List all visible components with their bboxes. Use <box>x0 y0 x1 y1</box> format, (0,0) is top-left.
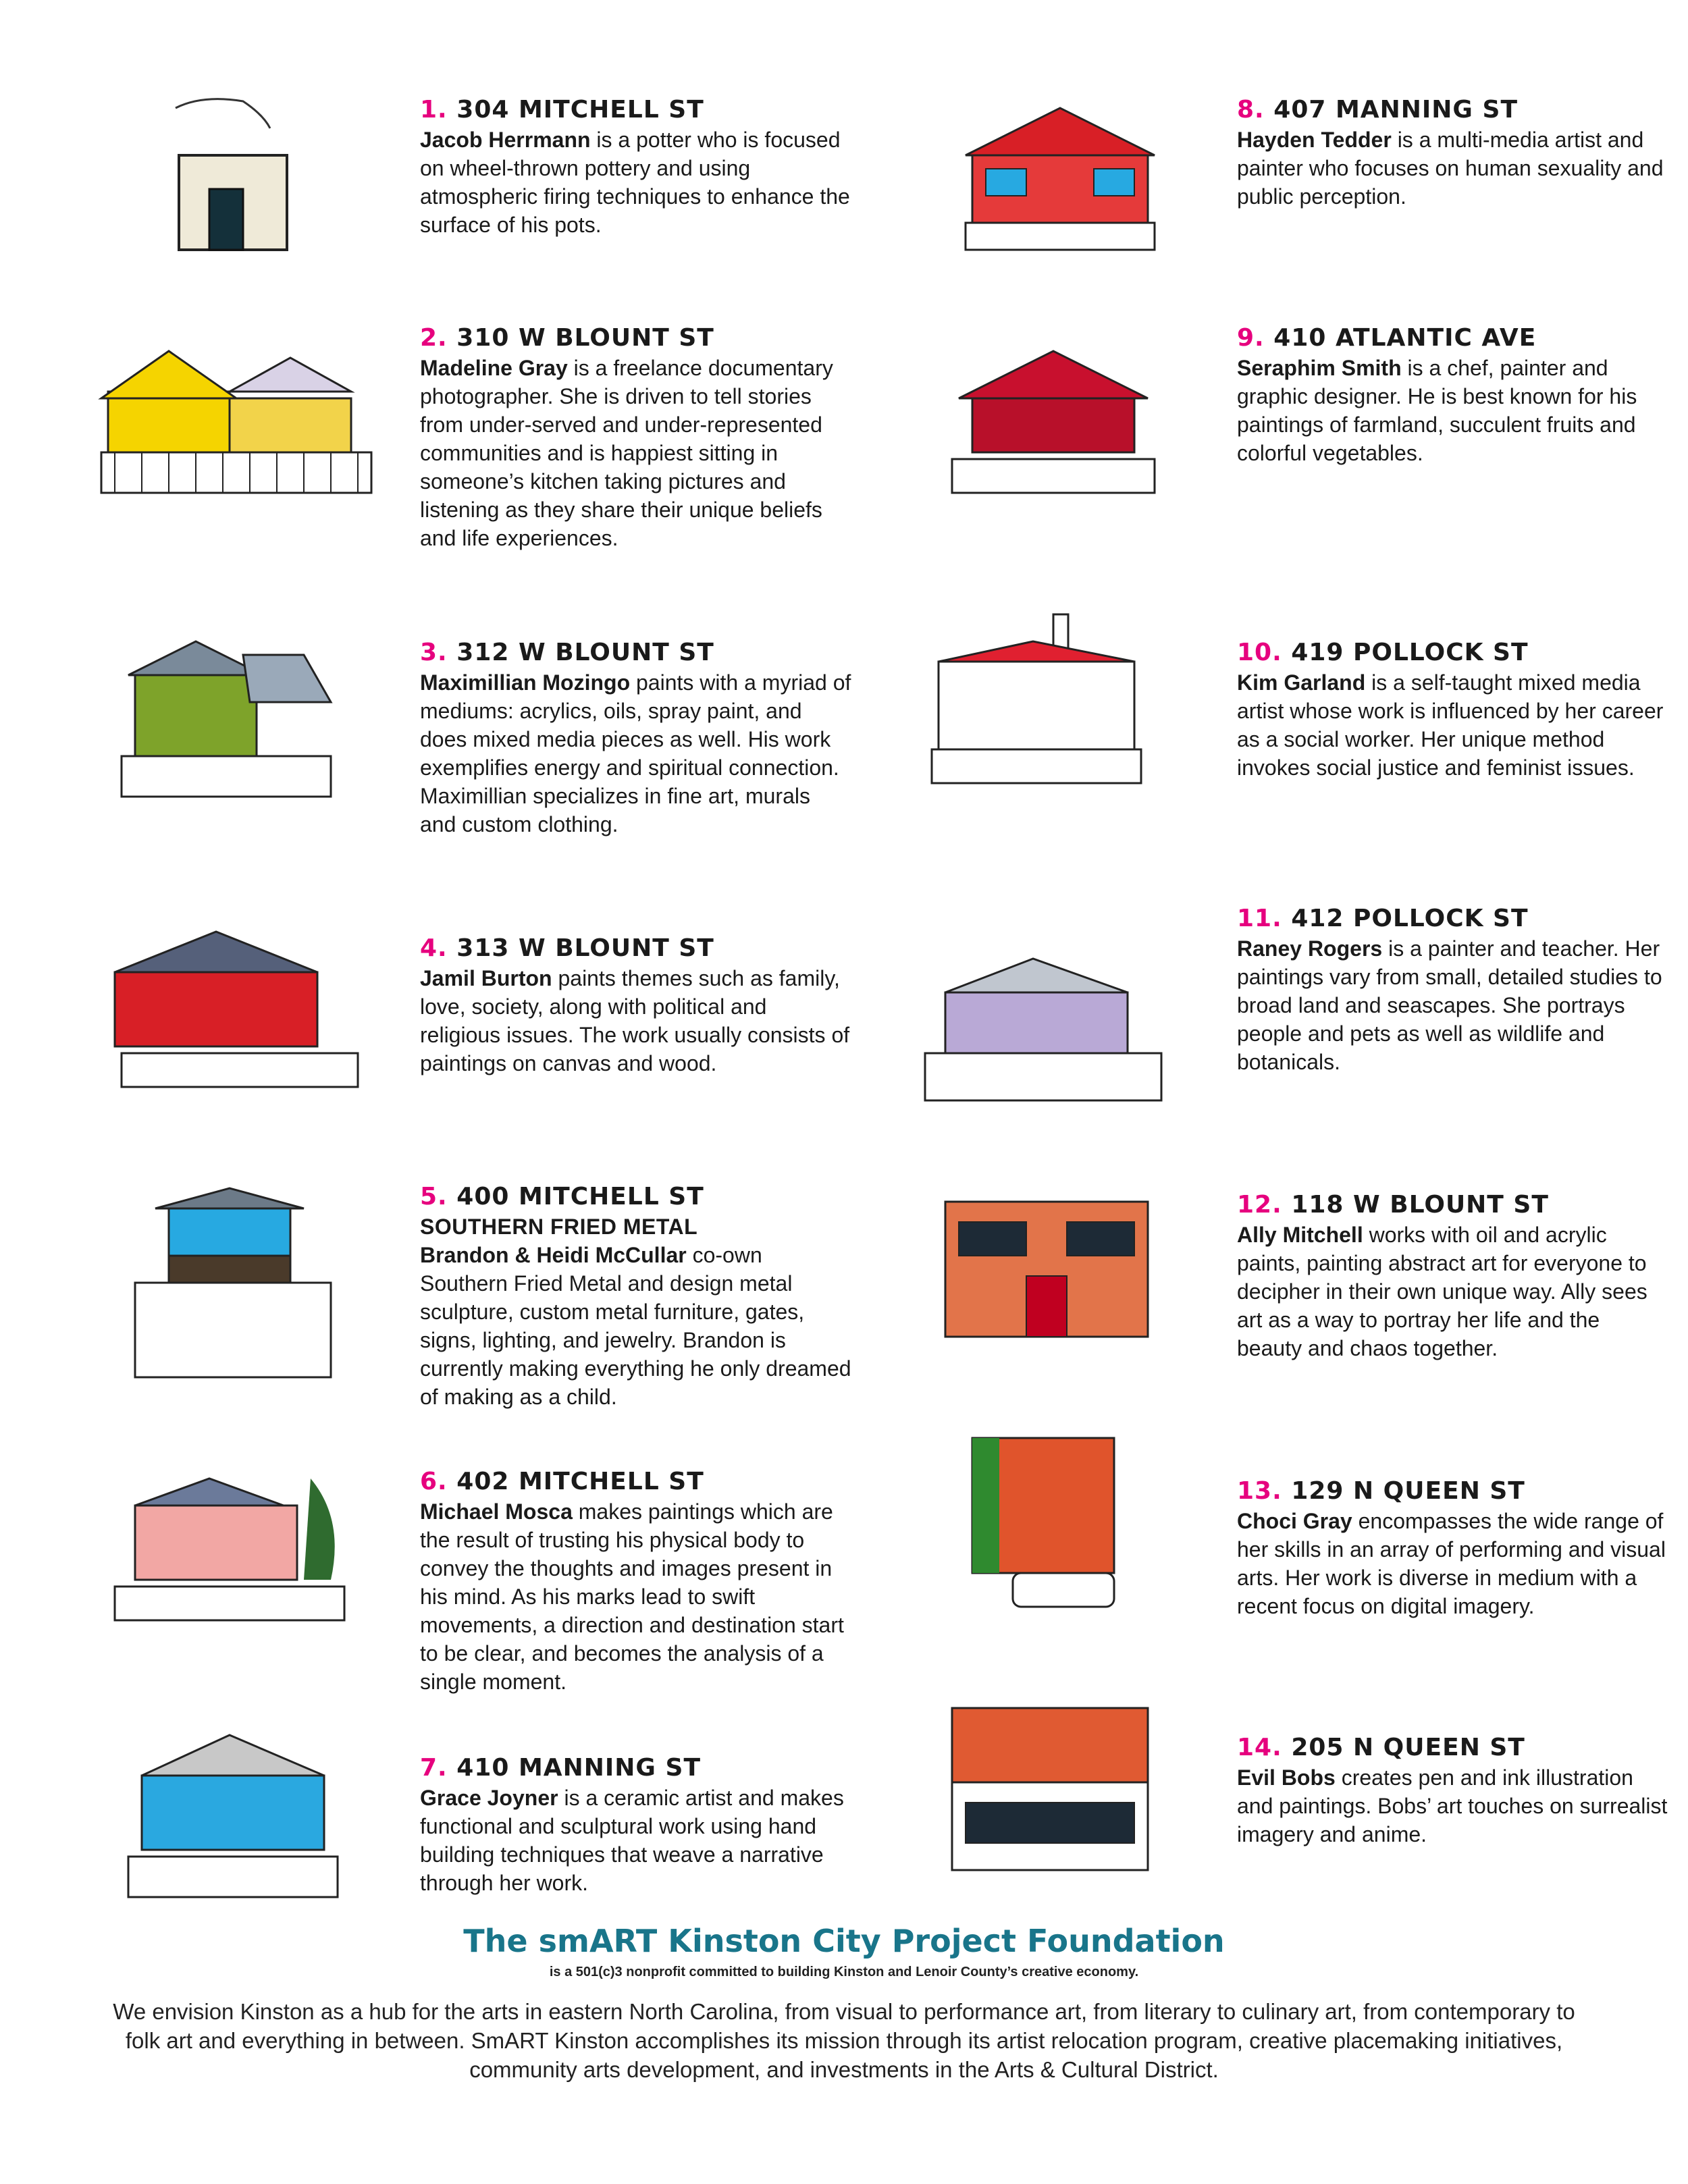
entry-body <box>1237 934 1669 1076</box>
artist-name: Ally Mitchell <box>1237 1223 1363 1247</box>
entry-heading <box>1237 1190 1669 1221</box>
artist-name: Madeline Gray <box>420 356 568 380</box>
entry-heading <box>420 1466 852 1497</box>
artist-description: encompasses the wide range of her skills in an array of performing and visual arts. Her work is diverse in medium with a recent focus on digital imagery. <box>1237 1509 1666 1618</box>
entry-number: 3. <box>420 639 448 666</box>
house-illustration-3 <box>115 628 344 803</box>
house-illustration-14 <box>939 1701 1161 1877</box>
entry-body <box>420 1497 852 1696</box>
entry-address: 312 W BLOUNT ST <box>456 639 714 666</box>
artist-description: is a potter who is focused on wheel-thrown pottery and using atmospheric firing techniques to enhance the surface of his pots. <box>420 128 850 237</box>
entry-heading <box>420 1181 852 1213</box>
entry-number: 5. <box>420 1183 448 1210</box>
entry-8 <box>1237 95 1669 211</box>
entry-heading <box>420 323 852 354</box>
house-illustration-2 <box>95 338 378 500</box>
entry-address: 407 MANNING ST <box>1273 96 1518 124</box>
house-illustration-11 <box>918 945 1168 1107</box>
entry-number: 13. <box>1237 1477 1282 1505</box>
entry-body <box>420 1784 852 1897</box>
artist-name: Grace Joyner <box>420 1786 558 1810</box>
artist-description: is a self-taught mixed media artist whose work is influenced by her career as a social worker. Her unique method invokes social justice and feminist issues. <box>1237 670 1664 780</box>
entry-heading <box>1237 95 1669 126</box>
entry-address: 419 POLLOCK ST <box>1291 639 1529 666</box>
entry-address: 310 W BLOUNT ST <box>456 324 714 352</box>
entry-9 <box>1237 323 1669 467</box>
entry-heading <box>420 933 852 964</box>
entry-number: 10. <box>1237 639 1282 666</box>
artist-name: Evil Bobs <box>1237 1765 1336 1790</box>
entry-body <box>1237 126 1669 211</box>
artist-description: creates pen and ink illustration and paintings. Bobs’ art touches on surrealist imagery and anime. <box>1237 1765 1668 1846</box>
entry-heading <box>420 95 852 126</box>
entry-13 <box>1237 1476 1669 1620</box>
entry-11 <box>1237 903 1669 1076</box>
entry-number: 2. <box>420 324 448 352</box>
artist-description: paints themes such as family, love, society, along with political and religious issues. The work usually consists of paintings on canvas and wood. <box>420 966 850 1075</box>
entry-address: 313 W BLOUNT ST <box>456 934 714 962</box>
house-illustration-10 <box>925 608 1148 790</box>
foundation-title: The smART Kinston City Project Foundation <box>463 1923 1225 1959</box>
entry-number: 11. <box>1237 905 1282 932</box>
entry-number: 14. <box>1237 1734 1282 1761</box>
entry-number: 9. <box>1237 324 1265 352</box>
entry-address: 118 W BLOUNT ST <box>1291 1191 1549 1219</box>
entry-heading <box>420 637 852 668</box>
entry-number: 4. <box>420 934 448 962</box>
entry-address: 304 MITCHELL ST <box>456 96 704 124</box>
entry-heading <box>1237 323 1669 354</box>
artist-description: is a multi-media artist and painter who focuses on human sexuality and public perception. <box>1237 128 1664 209</box>
entry-address: 402 MITCHELL ST <box>456 1468 704 1495</box>
artist-description: makes paintings which are the result of trusting his physical body to convey the thoughts and images present in his mind. As his marks lead to swift movements, a direction and destination start to be clear, and becomes the analysis of a single moment. <box>420 1499 844 1694</box>
entry-subtitle: SOUTHERN FRIED METAL <box>420 1215 698 1239</box>
entry-4 <box>420 933 852 1077</box>
house-illustration-7 <box>122 1722 344 1904</box>
artist-name: Raney Rogers <box>1237 936 1383 961</box>
entry-12 <box>1237 1190 1669 1362</box>
entry-7 <box>420 1753 852 1897</box>
entry-body <box>1237 1763 1669 1848</box>
entry-heading <box>1237 637 1669 668</box>
entry-address: 205 N QUEEN ST <box>1291 1734 1525 1761</box>
artist-name: Seraphim Smith <box>1237 356 1402 380</box>
house-illustration-5 <box>128 1181 338 1384</box>
house-illustration-6 <box>108 1465 351 1627</box>
artist-name: Maximillian Mozingo <box>420 670 631 695</box>
foundation-mission: We envision Kinston as a hub for the arts in eastern North Carolina, from visual to performance art, from literary to culinary art, from contemporary to folk art and everything in between. SmART Kinston accomplishes its mission through its artist relocation program, creative placemaking initiatives, community arts development, and investments in the Arts & Cultural District. <box>113 1999 1575 2082</box>
house-illustration-13 <box>959 1431 1128 1614</box>
entry-body <box>1237 354 1669 467</box>
entry-2 <box>420 323 852 552</box>
house-illustration-9 <box>945 338 1161 500</box>
entry-body <box>1237 1221 1669 1362</box>
entry-number: 8. <box>1237 96 1265 124</box>
artist-name: Jamil Burton <box>420 966 552 990</box>
entry-number: 1. <box>420 96 448 124</box>
entry-body <box>420 668 852 838</box>
entry-14 <box>1237 1732 1669 1848</box>
entry-number: 7. <box>420 1754 448 1782</box>
entry-number: 6. <box>420 1468 448 1495</box>
house-illustration-4 <box>95 918 365 1094</box>
entry-body <box>420 1241 852 1411</box>
entry-heading <box>420 1753 852 1784</box>
entry-heading <box>1237 903 1669 934</box>
entry-body <box>1237 668 1669 782</box>
entry-body <box>420 354 852 552</box>
entry-address: 410 MANNING ST <box>456 1754 701 1782</box>
artist-description: is a freelance documentary photographer. She is driven to tell stories from under-served and under-represented communities and is happiest sitting in someone’s kitchen taking pictures and listening as they share their unique beliefs and life experiences. <box>420 356 833 550</box>
entry-address: 129 N QUEEN ST <box>1291 1477 1525 1505</box>
entry-number: 12. <box>1237 1191 1282 1219</box>
house-illustration-1 <box>162 95 304 257</box>
entry-heading <box>1237 1476 1669 1507</box>
artist-name: Choci Gray <box>1237 1509 1352 1533</box>
entry-6 <box>420 1466 852 1696</box>
entry-10 <box>1237 637 1669 782</box>
entry-body <box>420 126 852 239</box>
foundation-subtitle: is a 501(c)3 nonprofit committed to building Kinston and Lenoir County’s creative economy. <box>549 1965 1139 1979</box>
house-illustration-12 <box>939 1195 1155 1343</box>
entry-address: 410 ATLANTIC AVE <box>1273 324 1537 352</box>
artist-name: Michael Mosca <box>420 1499 573 1524</box>
artist-name: Kim Garland <box>1237 670 1366 695</box>
artist-description: works with oil and acrylic paints, painting abstract art for everyone to decipher in their own unique way. Ally sees art as a way to portray her life and the beauty and chaos together. <box>1237 1223 1647 1360</box>
entry-5 <box>420 1181 852 1411</box>
entry-address: 400 MITCHELL ST <box>456 1183 704 1210</box>
entry-body <box>1237 1507 1669 1620</box>
artist-name: Hayden Tedder <box>1237 128 1392 152</box>
artist-description: co-own Southern Fried Metal and design metal sculpture, custom metal furniture, gates, signs, lighting, and jewelry. Brandon is currently making everything he only dreamed of making as a child. <box>420 1243 851 1409</box>
entry-heading <box>1237 1732 1669 1763</box>
entry-body <box>420 964 852 1077</box>
artist-description: paints with a myriad of mediums: acrylics, oils, spray paint, and does mixed media pieces as well. His work exemplifies energy and spiritual connection. Maximillian specializes in fine art, murals and custom clothing. <box>420 670 851 836</box>
entry-3 <box>420 637 852 838</box>
artist-description: is a painter and teacher. Her paintings vary from small, detailed studies to broad land and seascapes. She portrays people and pets as well as wildlife and botanicals. <box>1237 936 1662 1074</box>
artist-description: is a chef, painter and graphic designer. He is best known for his paintings of farmland, succulent fruits and colorful vegetables. <box>1237 356 1637 465</box>
entry-address: 412 POLLOCK ST <box>1291 905 1529 932</box>
artist-description: is a ceramic artist and makes functional and sculptural work using hand building techniques that weave a narrative through her work. <box>420 1786 844 1895</box>
house-illustration-8 <box>959 101 1161 257</box>
artist-name: Brandon & Heidi McCullar <box>420 1243 687 1267</box>
artist-name: Jacob Herrmann <box>420 128 591 152</box>
entry-1 <box>420 95 852 239</box>
